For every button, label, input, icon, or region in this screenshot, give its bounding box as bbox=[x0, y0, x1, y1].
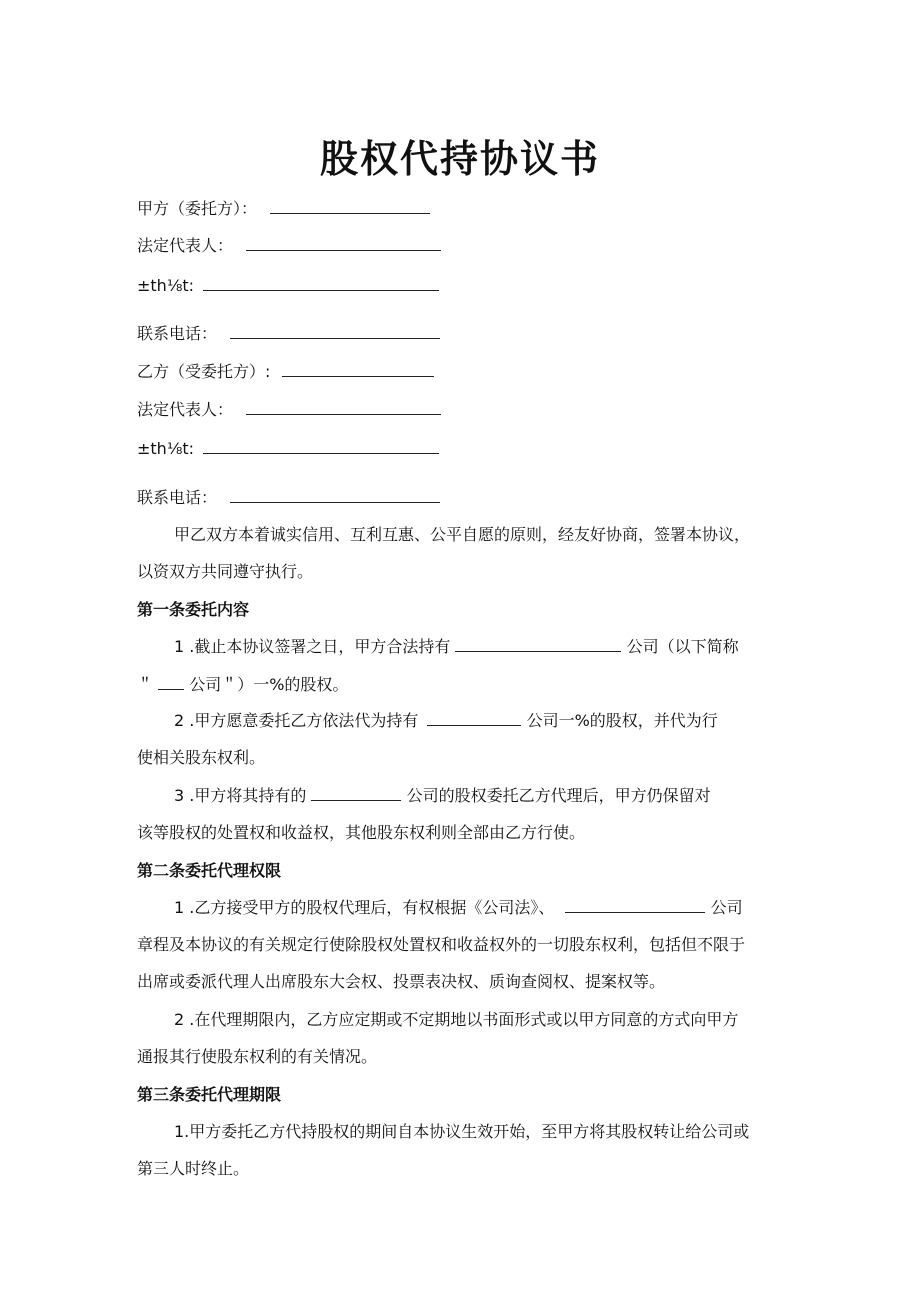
party-a-phone-blank[interactable] bbox=[230, 324, 440, 339]
art1-c2-post: 公司一%的股权，并代为行 bbox=[526, 711, 718, 730]
art1-c3-post: 公司的股权委托乙方代理后，甲方仍保留对 bbox=[406, 786, 711, 805]
art2-c1-pre: .乙方接受甲方的股权代理后，有权根据《公司法》、 bbox=[189, 898, 555, 917]
art2-clause-1-line-3: 出席或委派代理人出席股东大会权、投票表决权、质询查阅权、提案权等。 bbox=[137, 972, 666, 991]
party-b-blank[interactable] bbox=[282, 362, 434, 377]
art2-c2-text: .在代理期限内，乙方应定期或不定期地以书面形式或以甲方同意的方式向甲方 bbox=[189, 1010, 739, 1029]
preamble-line-2: 以资双方共同遵守执行。 bbox=[137, 562, 314, 581]
article-1-heading: 第一条委托内容 bbox=[137, 600, 250, 619]
art1-c2-num: 2 bbox=[174, 711, 185, 730]
party-b-phone-line bbox=[137, 488, 440, 508]
art1-c3-num: 3 bbox=[174, 786, 185, 805]
party-b-rep-label: 法定代表人： bbox=[137, 400, 234, 419]
art1-clause-2-line-2: 使相关股东权利。 bbox=[137, 748, 266, 767]
art1-c1-l2-post: 公司＂）一%的股权。 bbox=[189, 675, 349, 694]
party-a-addr-label: ±th⅛t: bbox=[137, 276, 194, 295]
party-a-label: 甲方（委托方）： bbox=[137, 199, 258, 218]
art2-c1-num: 1 bbox=[174, 898, 185, 917]
party-b-addr-line bbox=[137, 439, 439, 459]
party-b-phone-blank[interactable] bbox=[230, 488, 440, 503]
art1-c1-abbrev-blank[interactable] bbox=[158, 675, 184, 690]
party-a-blank[interactable] bbox=[270, 199, 430, 214]
art1-c3-company-blank[interactable] bbox=[311, 786, 401, 801]
party-b-rep-line bbox=[137, 400, 441, 420]
art1-clause-3 bbox=[174, 786, 711, 806]
party-b-phone-label: 联系电话： bbox=[137, 488, 218, 507]
party-a-addr-blank[interactable] bbox=[203, 276, 439, 291]
art1-clause-2 bbox=[174, 711, 718, 731]
art1-c1-num: 1 bbox=[174, 637, 185, 656]
art1-c3-pre: .甲方将其持有的 bbox=[189, 786, 307, 805]
article-3-heading: 第三条委托代理期限 bbox=[137, 1085, 282, 1104]
article-2-heading: 第二条委托代理权限 bbox=[137, 861, 282, 880]
art2-c1-post: 公司 bbox=[710, 898, 743, 917]
party-a-phone-label: 联系电话： bbox=[137, 324, 218, 343]
art1-c1-pre: .截止本协议签署之日，甲方合法持有 bbox=[189, 637, 451, 656]
party-a-line bbox=[137, 199, 430, 219]
art2-c1-company-blank[interactable] bbox=[565, 898, 705, 913]
art1-clause-3-line-2: 该等股权的处置权和收益权，其他股东权利则全部由乙方行使。 bbox=[137, 823, 586, 842]
art1-clause-1-line-2 bbox=[137, 675, 348, 695]
art1-c2-company-blank[interactable] bbox=[427, 711, 521, 726]
party-a-phone-line bbox=[137, 324, 440, 344]
party-b-addr-blank[interactable] bbox=[203, 439, 439, 454]
document-title: 股权代持协议书 bbox=[319, 137, 600, 181]
art1-c1-l2-pre: ＂ bbox=[137, 675, 154, 694]
art3-clause-1: 1.甲方委托乙方代持股权的期间自本协议生效开始，至甲方将其股权转让给公司或 bbox=[174, 1122, 750, 1141]
party-a-rep-line bbox=[137, 236, 441, 256]
art3-clause-1-line-2: 第三人时终止。 bbox=[137, 1159, 250, 1178]
art1-c2-pre: .甲方愿意委托乙方依法代为持有 bbox=[189, 711, 419, 730]
art1-c1-post: 公司（以下简称 bbox=[626, 637, 739, 656]
art2-c2-num: 2 bbox=[174, 1010, 185, 1029]
party-a-rep-label: 法定代表人： bbox=[137, 236, 234, 255]
party-b-line bbox=[137, 362, 434, 382]
art2-clause-2 bbox=[174, 1010, 738, 1030]
art2-clause-2-line-2: 通报其行使股东权利的有关情况。 bbox=[137, 1047, 378, 1066]
art2-clause-1-line-2: 章程及本协议的有关规定行使除股权处置权和收益权外的一切股东权利，包括但不限于 bbox=[137, 935, 746, 954]
art1-clause-1 bbox=[174, 637, 739, 657]
art2-clause-1 bbox=[174, 898, 743, 918]
preamble-line-1: 甲乙双方本着诚实信用、互利互惠、公平自愿的原则，经友好协商，签署本协议， bbox=[174, 525, 751, 544]
party-a-addr-line bbox=[137, 276, 439, 296]
party-b-label: 乙方（受委托方）: bbox=[137, 362, 271, 381]
party-b-addr-label: ±th⅛t: bbox=[137, 439, 194, 458]
art1-c1-company-blank[interactable] bbox=[455, 637, 621, 652]
party-b-rep-blank[interactable] bbox=[246, 400, 441, 415]
party-a-rep-blank[interactable] bbox=[246, 236, 441, 251]
